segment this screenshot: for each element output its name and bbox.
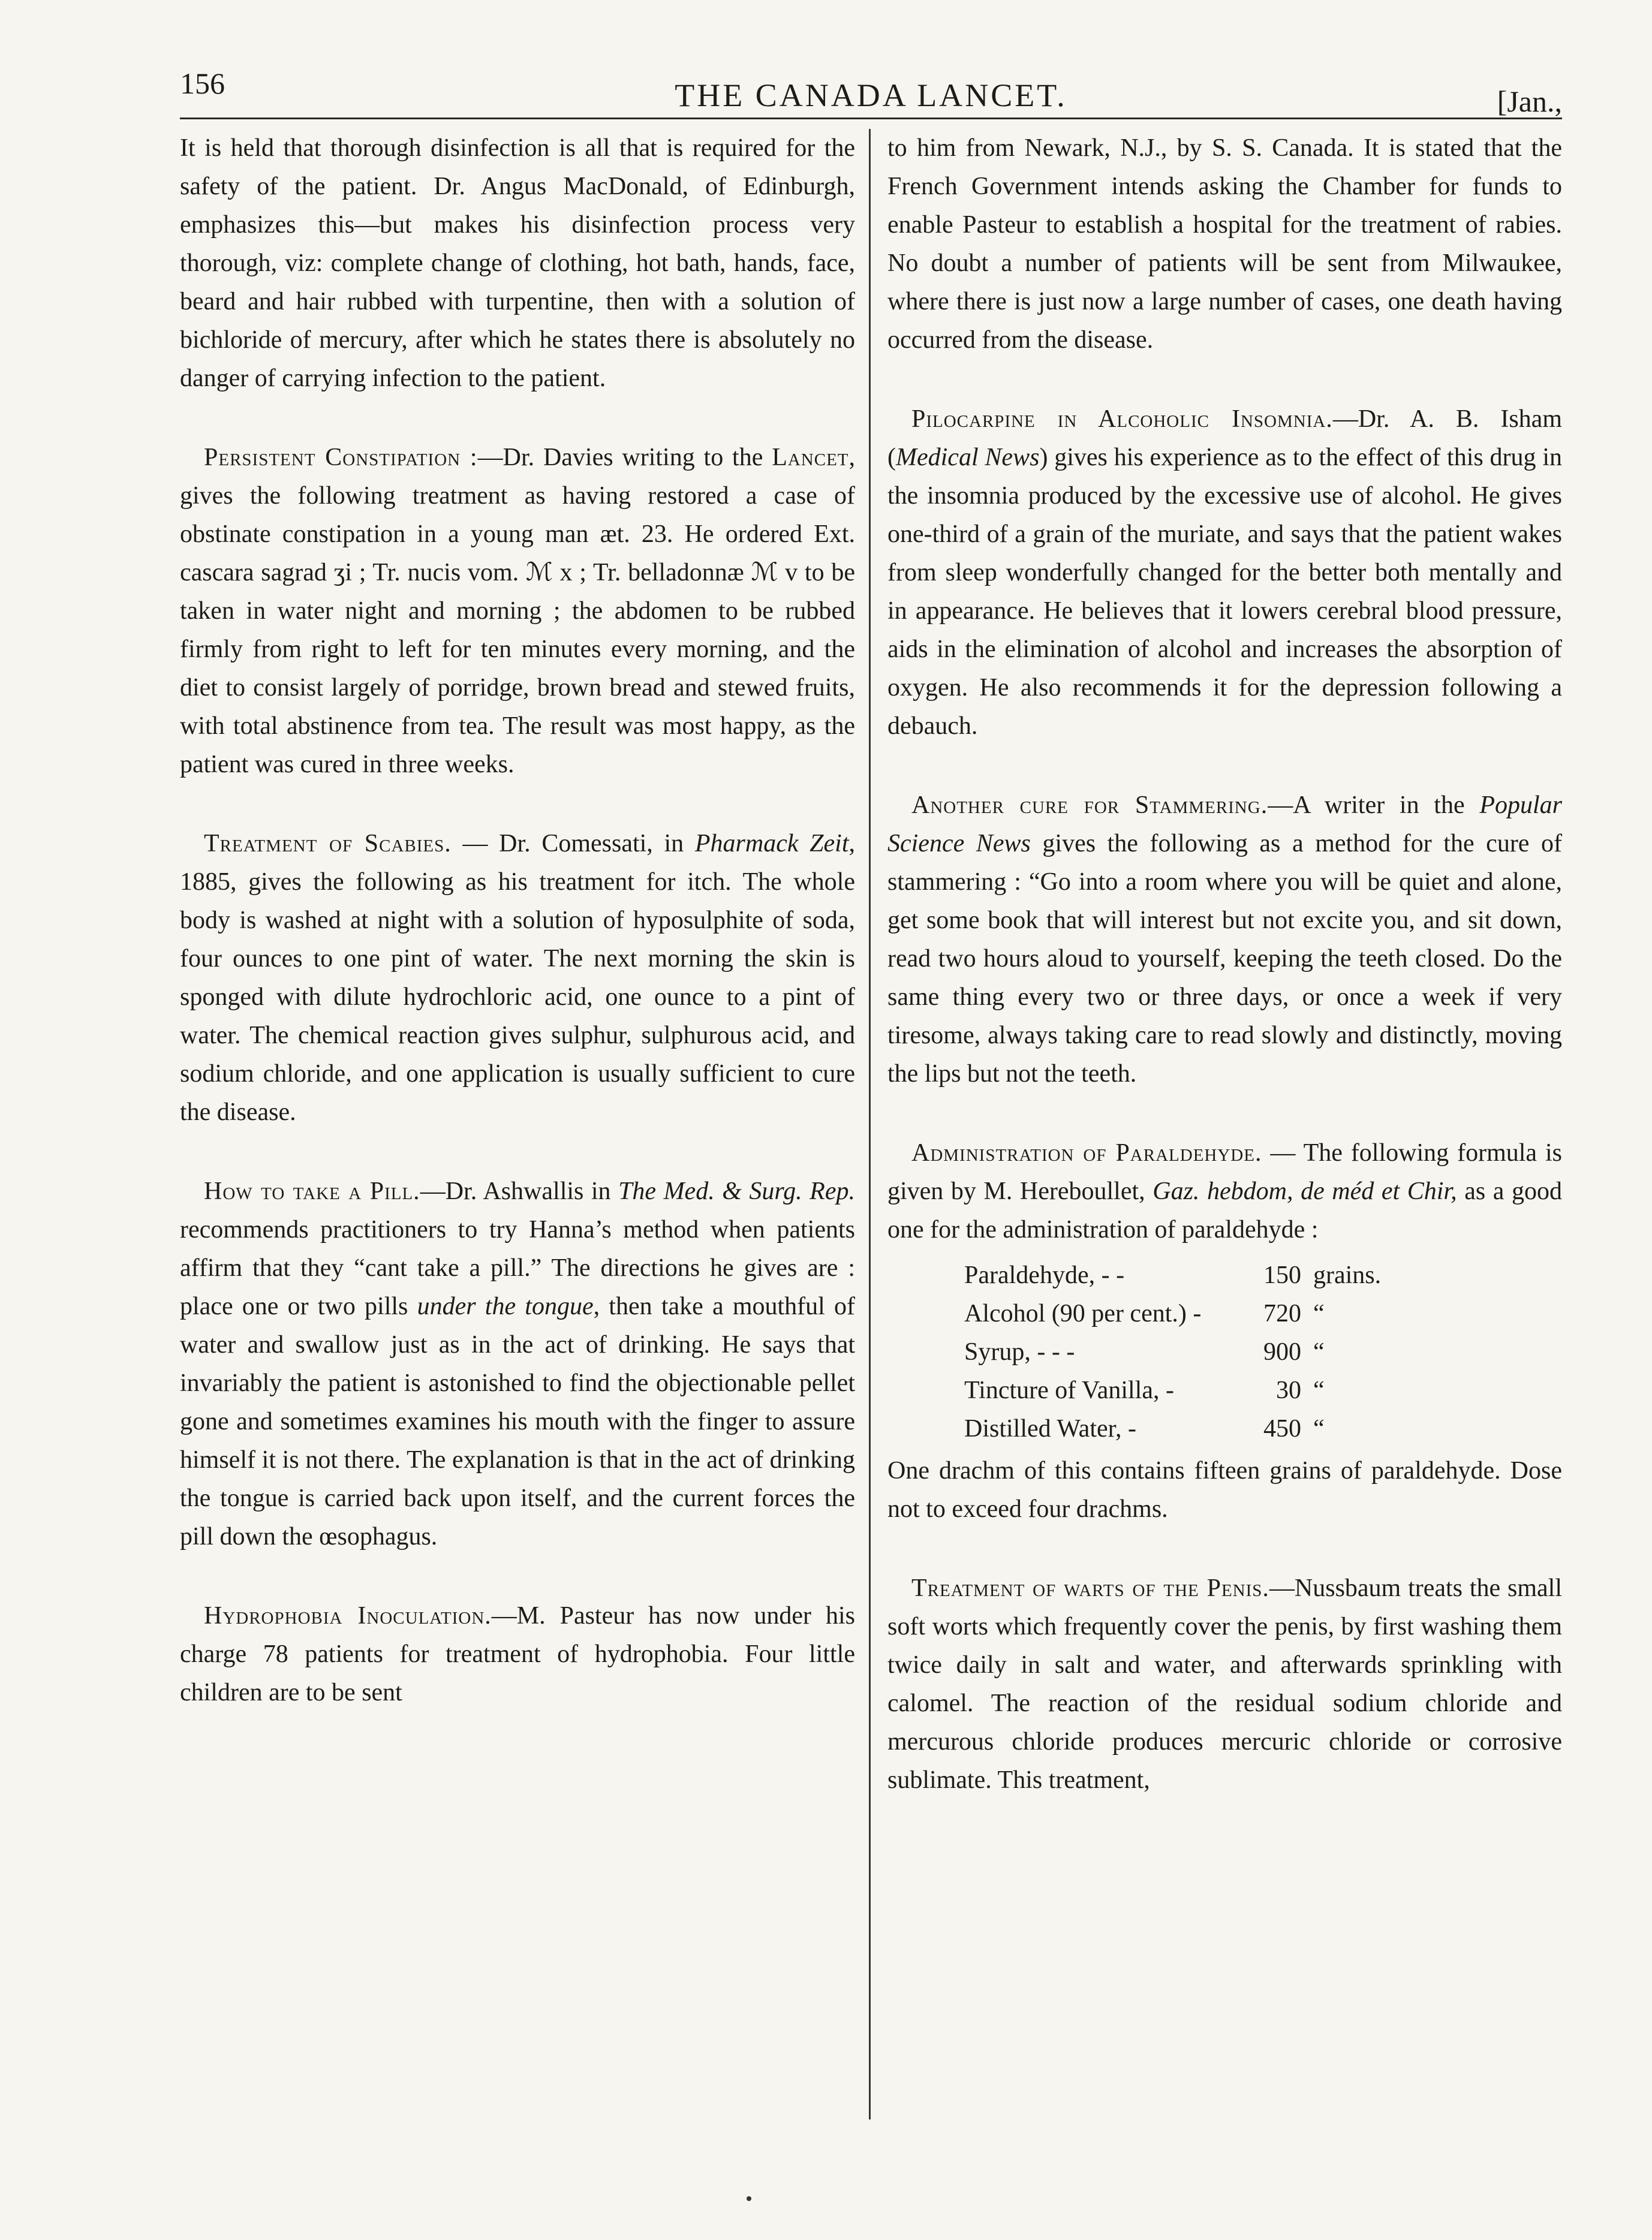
pilocarpine-heading: Pilocarpine in Alcoholic Insomnia. [911, 405, 1333, 433]
left-column [180, 129, 855, 1712]
stammering-article: Another cure for Stammering.—A writer in the Popular Science News gives the following as a method for the cure of stammering : “Go into a room where you will be quiet and alone, get some book that will interest but not excite you, and sit down, read two hours aloud to yourself, keeping the teeth closed. Do the same thing every two or three days, or once a week if very tiresome, always taking care to read slowly and distinctly, moving the lips but not the teeth. [887, 791, 1563, 1088]
disinfection-paragraph: It is held that thorough disinfection is all that is required for the safety of the patient. Dr. Angus MacDonald, of Edinburgh, emphasizes this—but makes his disinfection process very thorough, viz: complete change of clothing, hot bath, hands, face, beard and hair rubbed with turpentine, then with a solution of bichloride of mercury, after which he states there is absolutely no danger of carrying infection to the patient. [180, 134, 855, 392]
column-divider [869, 129, 871, 2119]
formula-row: Tincture of Vanilla, - 30 “ [964, 1377, 1325, 1404]
paraldehyde-article: Administration of Paraldehyde. — The following formula is given by M. Hereboullet, Gaz. hebdom, de méd et Chir, as a good one for the administration of paraldehyde : [887, 1139, 1563, 1244]
paraldehyde-dose: One drachm of this contains fifteen grains of paraldehyde. Dose not to exceed four drachms. [887, 1457, 1562, 1523]
header-rule [180, 118, 1562, 119]
page-number: 156 [180, 67, 225, 100]
formula-row: Paraldehyde, - - 150 grains. [964, 1261, 1382, 1289]
stammering-heading: Another cure for Stammering. [911, 791, 1268, 819]
scabies-article: Treatment of Scabies. — Dr. Comessati, in Pharmack Zeit, 1885, gives the following as his treatment for itch. The whole body is washed at night with a solution of hyposulphite of soda, four ounces to one pint of water. The next morning the skin is sponged with dilute hydrochloric acid, one ounce to a pint of water. The chemical reaction gives sulphur, sulphurous acid, and sodium chloride, and one application is usually sufficient to cure the disease. [180, 830, 855, 1126]
warts-article: Treatment of warts of the Penis.—Nussbaum treats the small soft worts which frequently cover the penis, by first washing them twice daily in salt and water, and afterwards sprinkling with calomel. The reaction of the residual sodium chloride and mercurous chloride produces mercuric chloride or corrosive sublimate. This treatment, [887, 1574, 1563, 1794]
journal-title: THE CANADA LANCET. [675, 77, 1067, 113]
right-column [887, 129, 1562, 1799]
formula-row: Alcohol (90 per cent.) - 720 “ [964, 1300, 1325, 1327]
issue-month: [Jan., [1497, 85, 1562, 118]
print-speck [747, 2196, 751, 2201]
paraldehyde-heading: Administration of Paraldehyde. [911, 1139, 1262, 1167]
scabies-heading: Treatment of Scabies. [204, 830, 452, 857]
hydrophobia-article: Hydrophobia Inoculation.—M. Pasteur has now under his charge 78 patients for treatment of hydrophobia. Four little children are to be sent [180, 1602, 855, 1706]
paraldehyde-formula [887, 1256, 1562, 1448]
warts-heading: Treatment of warts of the Penis. [911, 1574, 1269, 1602]
constipation-article: Persistent Constipation :—Dr. Davies writing to the Lancet, gives the following treatment as having restored a case of obstinate constipation in a young man æt. 23. He ordered Ext. cascara sagrad ʒi ; Tr. nucis vom. ℳ x ; Tr. belladonnæ ℳ v to be taken in water night and morning ; the abdomen to be rubbed firmly from right to left for ten minutes every morning, and the diet to consist largely of porridge, brown bread and stewed fruits, with total abstinence from tea. The result was most happy, as the patient was cured in three weeks. [180, 444, 856, 778]
hydrophobia-continued: to him from Newark, N.J., by S. S. Canada. It is stated that the French Government intends asking the Chamber for funds to enable Pasteur to establish a hospital for the treatment of rabies. No doubt a number of patients will be sent from Milwaukee, where there is just now a large number of cases, one death having occurred from the disease. [887, 134, 1562, 354]
pilocarpine-article: Pilocarpine in Alcoholic Insomnia.—Dr. A. B. Isham (Medical News) gives his experience as to the effect of this drug in the insomnia produced by the excessive use of alcohol. He gives one-third of a grain of the muriate, and says that the patient wakes from sleep wonderfully changed for the better both mentally and in appearance. He believes that it lowers cerebral blood pressure, aids in the elimination of alcohol and increases the absorption of oxygen. He also recommends it for the depression following a debauch. [887, 405, 1562, 740]
constipation-heading: Persistent Constipation : [204, 444, 478, 471]
formula-row: Distilled Water, - 450 “ [964, 1415, 1325, 1443]
formula-row: Syrup, - - - 900 “ [964, 1338, 1325, 1366]
hydrophobia-heading: Hydrophobia Inoculation. [204, 1602, 492, 1630]
running-header [180, 66, 1562, 120]
pill-heading: How to take a Pill. [204, 1178, 420, 1205]
pill-article: How to take a Pill.—Dr. Ashwallis in The Med. & Surg. Rep. recommends practitioners to try Hanna’s method when patients affirm that they “cant take a pill.” The directions he gives are : place one or two pills under the tongue, then take a mouthful of water and swallow just as in the act of drinking. He says that invariably the patient is astonished to find the objectionable pellet gone and sometimes examines his mouth with the finger to assure himself it is not there. The explanation is that in the act of drinking the tongue is carried back upon itself, and the current forces the pill down the œsophagus. [180, 1178, 856, 1550]
